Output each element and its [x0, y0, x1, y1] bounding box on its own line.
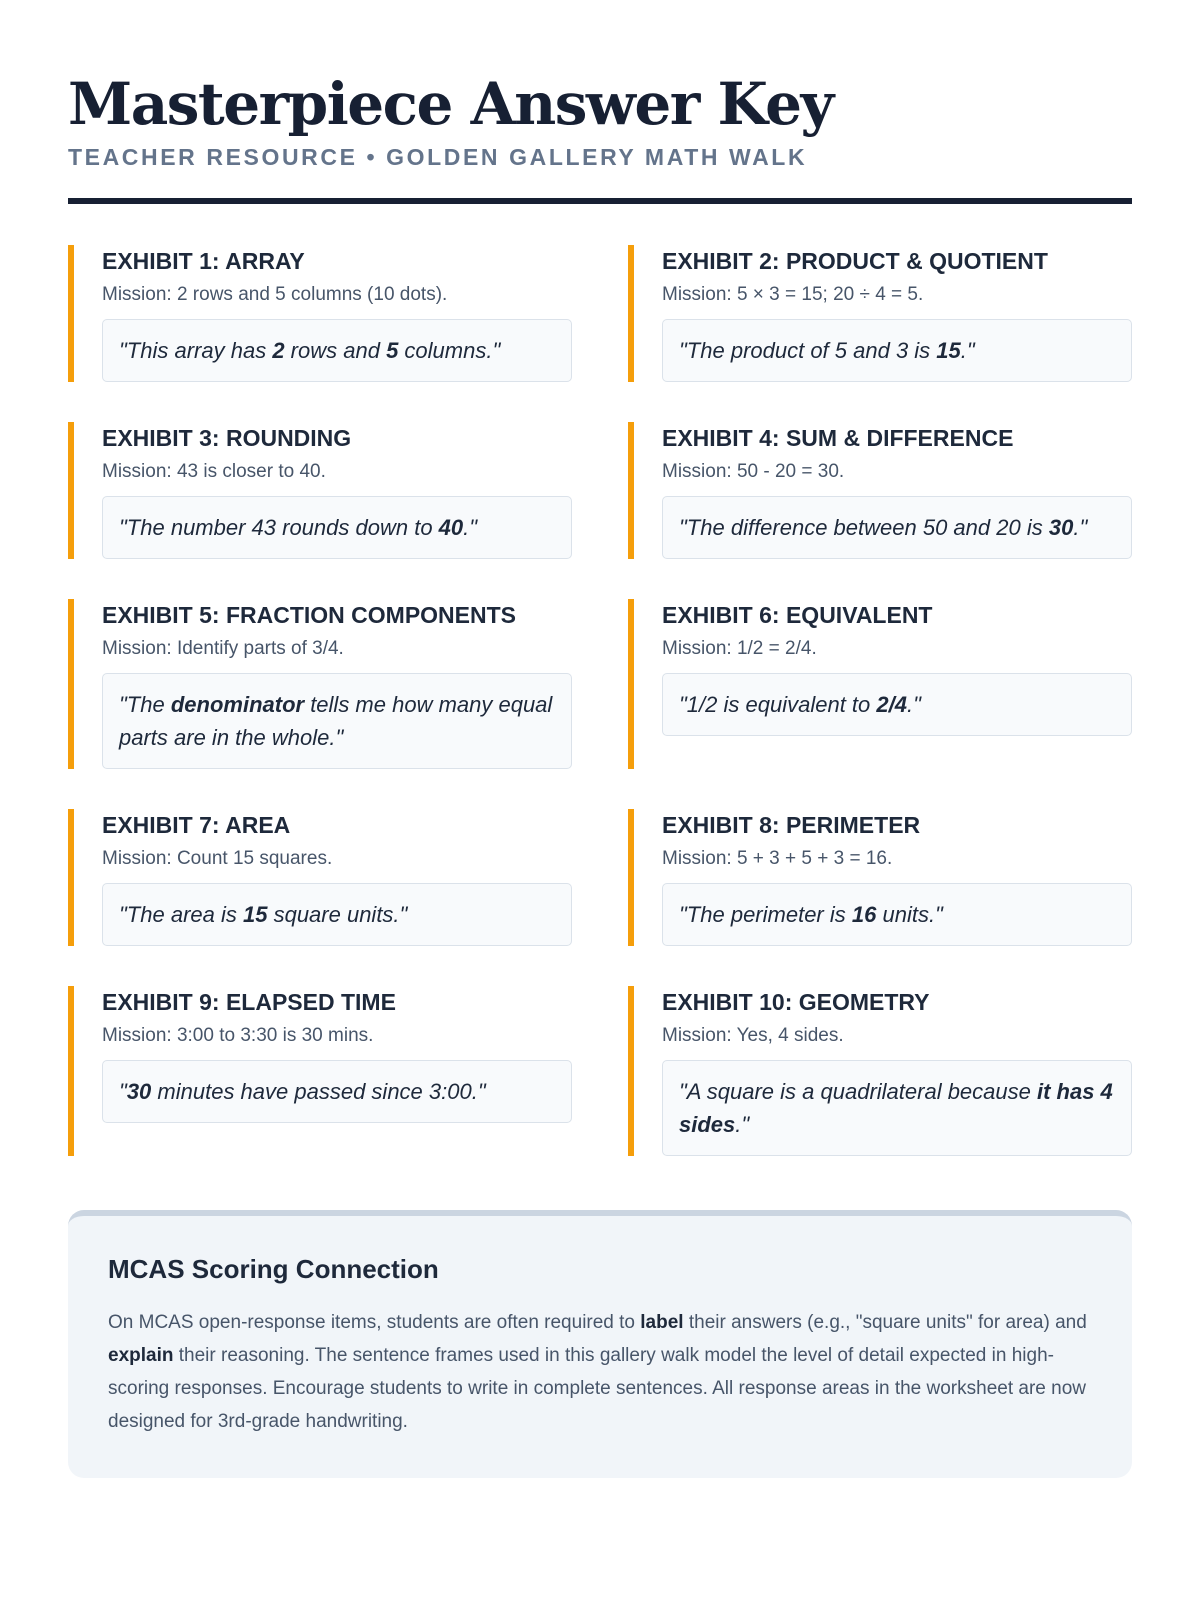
mcas-description — [108, 1306, 1092, 1438]
text-run: "The area is — [119, 902, 243, 927]
sentence-frame-answer — [102, 496, 572, 559]
page-title: Masterpiece Answer Key — [68, 70, 833, 138]
text-run: columns." — [398, 338, 501, 363]
emphasized-text: explain — [108, 1345, 174, 1366]
exhibit-card-4 — [628, 422, 1132, 559]
mcas-scoring-callout — [68, 1210, 1132, 1478]
exhibit-card-5 — [68, 599, 572, 769]
sentence-frame-answer — [662, 496, 1132, 559]
emphasized-text: it has 4 sides — [679, 1079, 1113, 1137]
exhibit-title: EXHIBIT 8: PERIMETER — [662, 812, 921, 838]
exhibit-title: EXHIBIT 1: ARRAY — [102, 248, 305, 274]
emphasized-text: denominator — [170, 692, 305, 717]
text-run: square units." — [267, 902, 408, 927]
sentence-frame-answer — [102, 1060, 572, 1123]
text-run: "A square is a quadrilateral because — [679, 1079, 1037, 1104]
text-run: ." — [960, 338, 975, 363]
text-run: "This array has — [119, 338, 273, 363]
text-run: units." — [876, 902, 943, 927]
page-subtitle: TEACHER RESOURCE • GOLDEN GALLERY MATH WALK — [68, 144, 808, 170]
exhibit-title: EXHIBIT 10: GEOMETRY — [662, 989, 930, 1015]
exhibit-title: EXHIBIT 4: SUM & DIFFERENCE — [662, 425, 1014, 451]
text-run: "The number 43 rounds down to — [119, 515, 439, 540]
exhibit-mission: Mission: Yes, 4 sides. — [662, 1025, 844, 1046]
exhibit-mission: Mission: 5 + 3 + 5 + 3 = 16. — [662, 848, 893, 869]
sentence-frame-answer — [102, 673, 572, 769]
text-run: their reasoning. The sentence frames used in this gallery walk model the level of detail expected in high-scoring responses. Encourage students to write in complete sentences. All response areas in the worksheet are now designed for 3rd-grade handwriting. — [108, 1345, 1086, 1432]
exhibit-card-7 — [68, 809, 572, 946]
exhibit-card-10 — [628, 986, 1132, 1156]
sentence-frame-answer — [102, 319, 572, 382]
exhibit-card-2 — [628, 245, 1132, 382]
text-run: minutes have passed since 3:00." — [151, 1079, 486, 1104]
emphasized-text: 15 — [936, 338, 961, 363]
sentence-frame-answer — [102, 883, 572, 946]
text-run: their answers (e.g., "square units" for area) and — [683, 1312, 1087, 1333]
exhibit-title: EXHIBIT 6: EQUIVALENT — [662, 602, 933, 628]
exhibit-mission: Mission: Identify parts of 3/4. — [102, 638, 344, 659]
text-run: "1/2 is equivalent to — [679, 692, 877, 717]
exhibit-title: EXHIBIT 3: ROUNDING — [102, 425, 352, 451]
text-run: "The product of 5 and 3 is — [679, 338, 937, 363]
emphasized-text: 15 — [242, 902, 268, 927]
sentence-frame-answer — [662, 673, 1132, 736]
sentence-frame-answer — [662, 319, 1132, 382]
text-run: ." — [735, 1112, 750, 1137]
exhibit-card-3 — [68, 422, 572, 559]
exhibit-title: EXHIBIT 5: FRACTION COMPONENTS — [102, 602, 517, 628]
header-divider — [68, 198, 1132, 204]
emphasized-text: 2 — [272, 338, 285, 363]
text-run: ." — [463, 515, 478, 540]
exhibit-title: EXHIBIT 7: AREA — [102, 812, 291, 838]
text-run: "The difference between 50 and 20 is — [679, 515, 1049, 540]
exhibit-card-9 — [68, 986, 572, 1156]
emphasized-text: label — [640, 1312, 684, 1333]
exhibit-mission: Mission: 43 is closer to 40. — [102, 461, 326, 482]
exhibit-grid — [68, 245, 1132, 1196]
text-run: " — [119, 1079, 127, 1104]
text-run: "The perimeter is — [679, 902, 852, 927]
text-run: tells me how many equal parts are in the whole." — [119, 692, 553, 750]
exhibit-card-8 — [628, 809, 1132, 946]
exhibit-mission: Mission: 50 - 20 = 30. — [662, 461, 845, 482]
exhibit-card-1 — [68, 245, 572, 382]
sentence-frame-answer — [662, 883, 1132, 946]
text-run: ." — [1073, 515, 1088, 540]
exhibit-card-6 — [628, 599, 1132, 769]
emphasized-text: 30 — [1048, 515, 1074, 540]
text-run: "The — [119, 692, 171, 717]
emphasized-text: 5 — [386, 338, 399, 363]
exhibit-title: EXHIBIT 9: ELAPSED TIME — [102, 989, 396, 1015]
text-run: On MCAS open-response items, students are often required to — [108, 1312, 641, 1333]
exhibit-mission: Mission: 2 rows and 5 columns (10 dots). — [102, 284, 448, 305]
exhibit-mission: Mission: 3:00 to 3:30 is 30 mins. — [102, 1025, 374, 1046]
emphasized-text: 30 — [126, 1079, 152, 1104]
exhibit-mission: Mission: 5 × 3 = 15; 20 ÷ 4 = 5. — [662, 284, 924, 305]
emphasized-text: 2/4 — [876, 692, 907, 717]
text-run: ." — [906, 692, 921, 717]
mcas-title: MCAS Scoring Connection — [108, 1254, 439, 1284]
exhibit-mission: Mission: Count 15 squares. — [102, 848, 333, 869]
exhibit-title: EXHIBIT 2: PRODUCT & QUOTIENT — [662, 248, 1048, 274]
emphasized-text: 40 — [438, 515, 464, 540]
exhibit-mission: Mission: 1/2 = 2/4. — [662, 638, 817, 659]
text-run: rows and — [284, 338, 387, 363]
sentence-frame-answer — [662, 1060, 1132, 1156]
emphasized-text: 16 — [851, 902, 877, 927]
